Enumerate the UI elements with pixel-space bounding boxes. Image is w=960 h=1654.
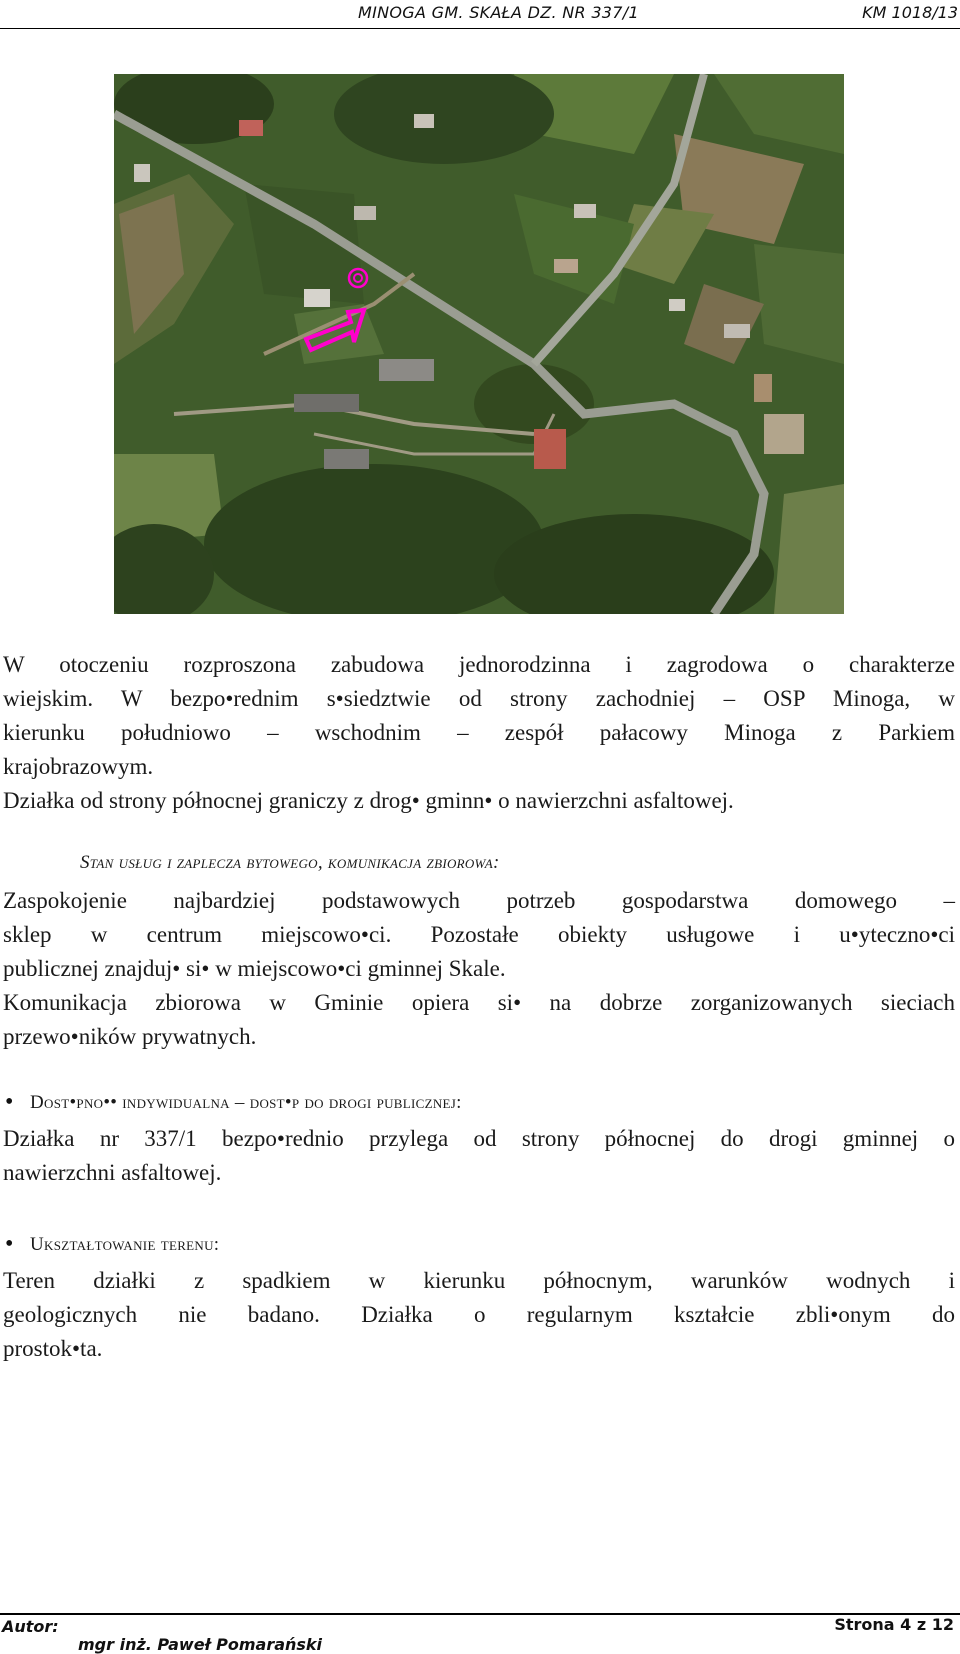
text-line: kierunku południowo – wschodnim – zespół pałacowy Minoga z Parkiem [3,720,955,745]
text-line: publicznej znajduj• si• w miejscowo•ci gminnej Skale. [3,956,506,981]
text-line: Działka od strony północnej graniczy z drog• gminn• o nawierzchni asfaltowej. [3,788,734,813]
document-title: MINOGA GM. SKAŁA DZ. NR 337/1 [358,3,639,22]
bullet-icon: • [5,1231,14,1257]
footer-divider [0,1613,960,1615]
text-line: W otoczeniu rozproszona zabudowa jednorodzinna i zagrodowa o charakterze [3,652,955,677]
text-line: Zaspokojenie najbardziej podstawowych potrzeb gospodarstwa domowego – [3,888,955,913]
terrain-paragraph [3,1264,955,1366]
access-paragraph [3,1122,955,1190]
document-number: KM 1018/13 [862,3,958,22]
aerial-photo [114,74,844,614]
page-header [0,0,960,29]
surroundings-paragraph [3,648,955,818]
bullet-icon: • [5,1089,14,1115]
author-name: mgr inż. Paweł Pomarański [78,1635,323,1654]
text-line: przewo•ników prywatnych. [3,1024,257,1049]
text-line: krajobrazowym. [3,754,154,779]
author-label: Autor: [2,1617,59,1636]
text-line: sklep w centrum miejscowo•ci. Pozostałe obiekty usługowe i u•yteczno•ci [3,922,955,947]
text-line: geologicznych nie badano. Działka o regularnym kształcie zbli•onym do [3,1302,955,1327]
text-line: Teren działki z spadkiem w kierunku północnym, warunków wodnych i [3,1268,955,1293]
text-line: nawierzchni asfaltowej. [3,1160,222,1185]
text-line: Komunikacja zbiorowa w Gminie opiera si• na dobrze zorganizowanych sieciach [3,990,955,1015]
terrain-heading: Ukształtowanie terenu: [30,1234,220,1255]
access-heading: Dost•pno•• indywidualna – dost•p do drogi publicznej: [30,1092,462,1113]
aerial-photo-drawing [114,74,844,614]
services-heading: Stan usług i zaplecza bytowego, komunikacja zbiorowa: [80,852,500,873]
page-number: Strona 4 z 12 [834,1615,954,1634]
text-line: Działka nr 337/1 bezpo•rednio przylega od strony północnej do drogi gminnej o [3,1126,955,1151]
services-paragraph [3,884,955,1054]
text-line: prostok•ta. [3,1336,103,1361]
text-line: wiejskim. W bezpo•rednim s•siedztwie od strony zachodniej – OSP Minoga, w [3,686,955,711]
